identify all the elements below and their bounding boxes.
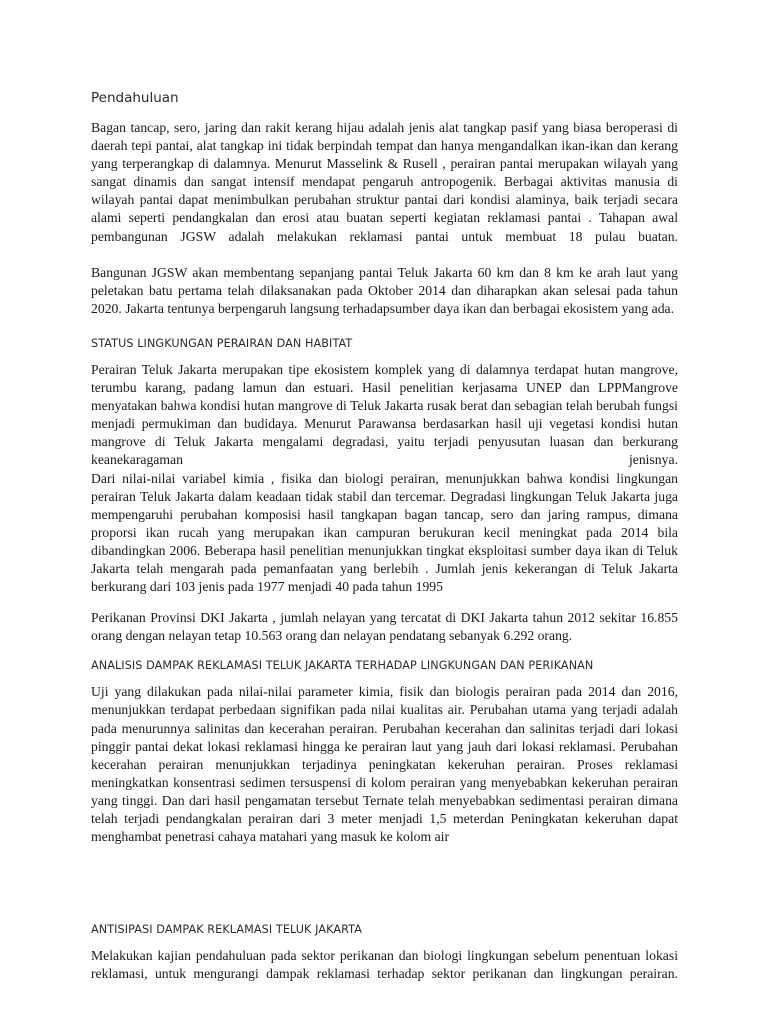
section-heading: ANTISIPASI DAMPAK REKLAMASI TELUK JAKARTA bbox=[91, 923, 362, 937]
section-gap bbox=[91, 645, 678, 658]
paragraph: Dari nilai-nilai variabel kimia , fisika dan biologi perairan, menunjukkan bahwa kondisi lingkungan perairan Teluk Jakarta dalam keadaan tidak stabil dan tercemar. Degradasi lingkungan Teluk Jakarta juga mempengaruhi perubahan komposisi hasil tangkapan bagan tancap, sero dan jaring rampus, dimana proporsi ikan rucah yang merupakan ikan campuran berukuran kecil meningkat pada 2014 bila dibandingkan 2006. Beberapa hasil penelitian menunjukkan tingkat eksploitasi sumber daya ikan di Teluk Jakarta telah mengarah pada pemanfaatan yang berlebih . Jumlah jenis kekerangan di Teluk Jakarta berkurang dari 103 jenis pada 1977 menjadi 40 pada tahun 1995 bbox=[91, 470, 678, 595]
section-gap bbox=[91, 846, 678, 922]
paragraph: Bangunan JGSW akan membentang sepanjang pantai Teluk Jakarta 60 km dan 8 km ke arah laut yang peletakan batu pertama telah dilaksanakan pada Oktober 2014 dan diharapkan akan selesai pada tahun 2020. Jakarta tentunya berpengaruh langsung terhadapsumber daya ikan dan berbagai ekosistem yang ada. bbox=[91, 264, 678, 316]
paragraph-gap bbox=[91, 596, 678, 609]
paragraph: Perikanan Provinsi DKI Jakarta , jumlah nelayan yang tercatat di DKI Jakarta tahun 2012 sekitar 16.855 orang dengan nelayan tetap 10.563 orang dan nelayan pendatang sebanyak 6.292 orang. bbox=[91, 610, 678, 644]
document-title: Pendahuluan bbox=[91, 90, 179, 106]
paragraph: Bagan tancap, sero, jaring dan rakit kerang hijau adalah jenis alat tangkap pasif yang biasa beroperasi di daerah tepi pantai, alat tangkap ini tidak berpindah tempat dan hanya mengandalkan ikan-ikan dan kerang yang terperangkap di dalamnya. Menurut Masselink & Rusell , perairan pantai merupakan wilayah yang sangat dinamis dan sangat intensif mendapat pengaruh antropogenik. Berbagai aktivitas manusia di wilayah pantai dapat menimbulkan perubahan struktur pantai dari kondisi alaminya, baik terjadi secara alami seperti pendangkalan dan erosi atau buatan seperti kegiatan reklamasi pantai . Tahapan awal pembangunan JGSW adalah melakukan reklamasi pantai untuk membuat 18 pulau buatan. bbox=[91, 120, 678, 244]
paragraph: Perairan Teluk Jakarta merupakan tipe ekosistem komplek yang di dalamnya terdapat hutan mangrove, terumbu karang, padang lamun dan estuari. Hasil penelitian kerjasama UNEP dan LPPMangrove menyatakan bahwa kondisi hutan mangrove di Teluk Jakarta rusak berat dan sebagian telah berubah fungsi menjadi permukiman dan budidaya. Menurut Parawansa berdasarkan hasil uji vegetasi kondisi hutan mangrove di Teluk Jakarta mengalami degradasi, yaitu terjadi penyusutan luasan dan berkurang keanekaragaman jenisnya. bbox=[91, 361, 678, 468]
paragraph: Uji yang dilakukan pada nilai-nilai parameter kimia, fisik dan biologis perairan pada 2014 dan 2016, menunjukkan terdapat perbedaan signifikan pada nilai kualitas air. Perubahan utama yang terjadi adalah pada menurunnya salinitas dan kecerahan perairan. Perubahan kecerahan dan salinitas terjadi dari lokasi pinggir pantai dekat lokasi reklamasi hingga ke perairan laut yang jauh dari lokasi reklamasi. Perubahan kecerahan perairan menunjukkan terjadinya peningkatan kekeruhan perairan. Proses reklamasi meningkatkan konsentrasi sedimen tersuspensi di kolom perairan yang menyebabkan kekeruhan perairan yang tinggi. Dan dari hasil pengamatan tersebut Ternate telah menyebabkan sedimentasi perairan dimana telah terjadi pendangkalan perairan dari 3 meter menjadi 1,5 meterdan Peningkatan kekeruhan dapat menghambat penetrasi cahaya matahari yang masuk ke kolom air bbox=[91, 684, 678, 845]
section-heading: STATUS LINGKUNGAN PERAIRAN DAN HABITAT bbox=[91, 336, 353, 350]
section-heading: ANALISIS DAMPAK REKLAMASI TELUK JAKARTA TERHADAP LINGKUNGAN DAN PERIKANAN bbox=[91, 659, 594, 673]
section-gap bbox=[91, 318, 678, 336]
paragraph: Melakukan kajian pendahuluan pada sektor perikanan dan biologi lingkungan sebelum penentuan lokasi reklamasi, untuk mengurangi dampak reklamasi terhadap sektor perikanan dan lingkungan perairan. bbox=[91, 948, 678, 982]
paragraph-gap bbox=[91, 246, 678, 264]
